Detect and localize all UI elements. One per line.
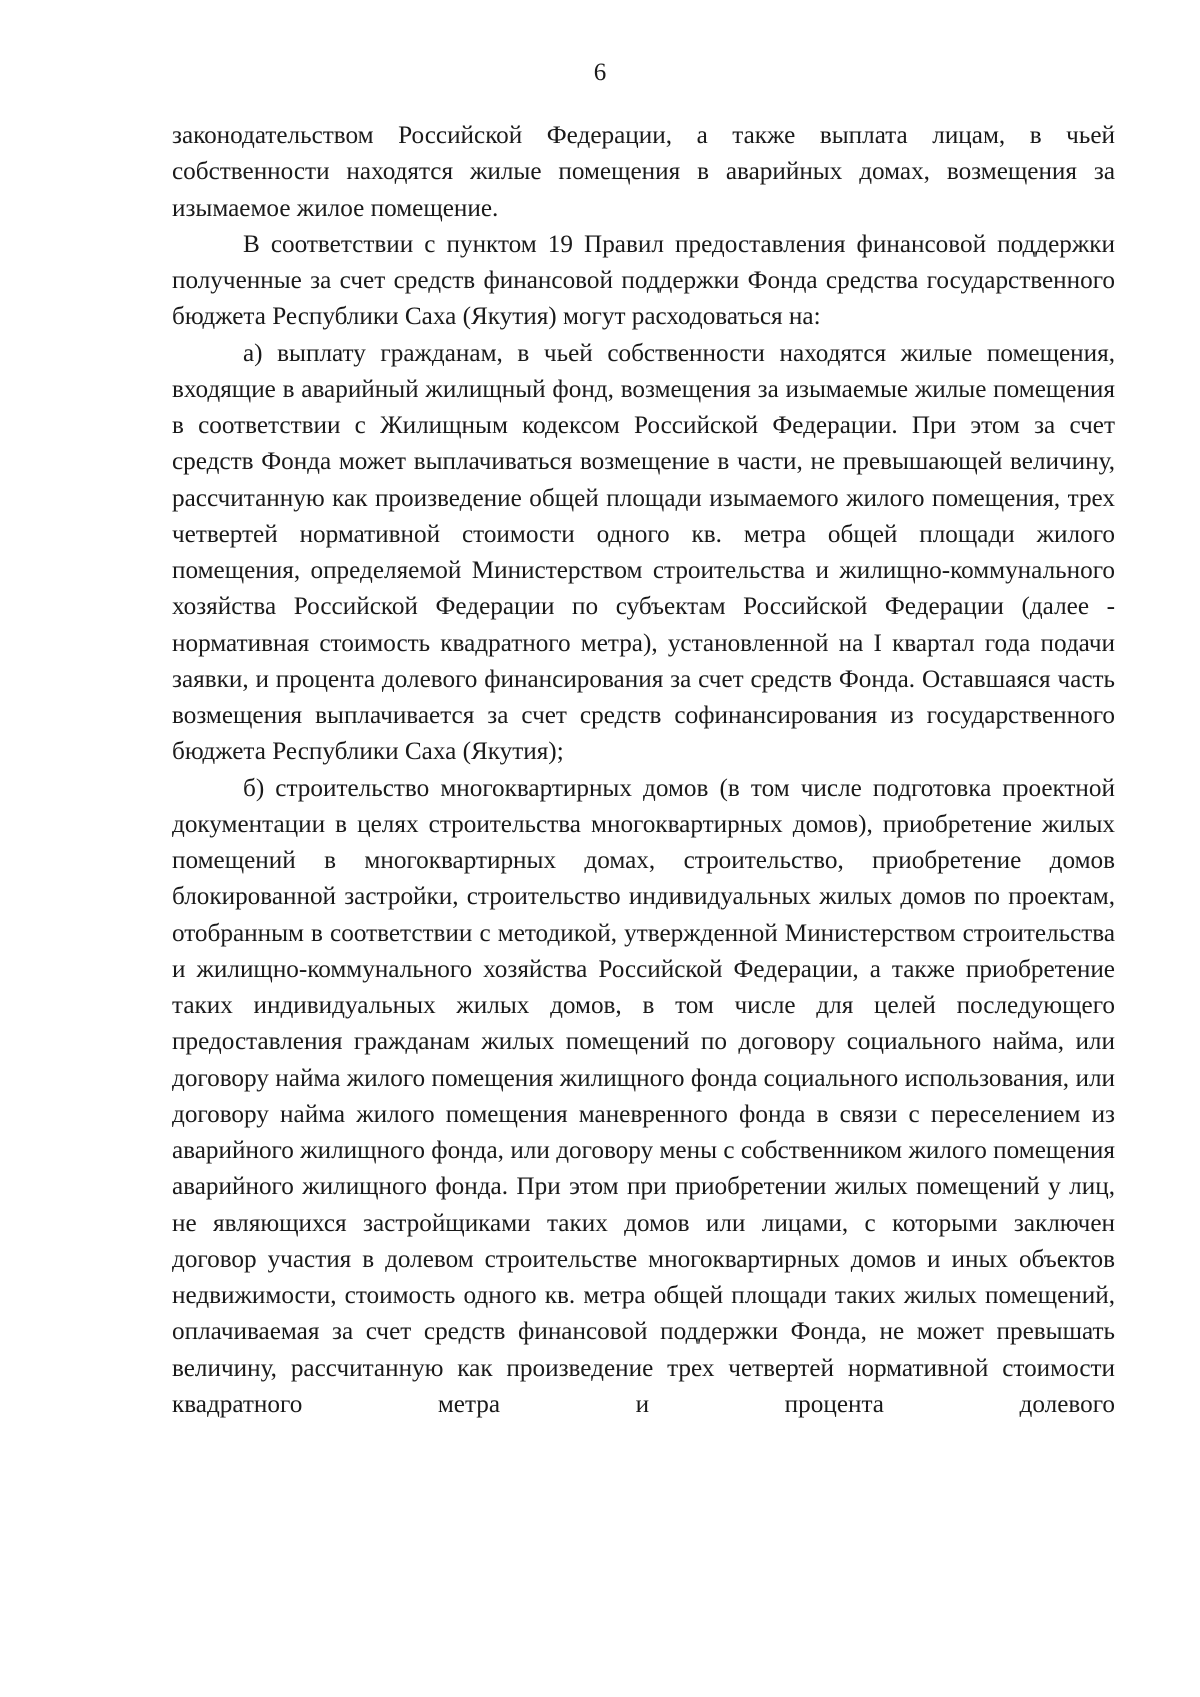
paragraph-continuation: законодательством Российской Федерации, а также выплата лицам, в чьей собственности находятся жилые помещения в аварийных домах, возмещения за изымаемое жилое помещение. bbox=[172, 122, 1115, 222]
paragraph-item-b: б) строительство многоквартирных домов (в том числе подготовка проектной документации в целях строительства многоквартирных домов), приобретение жилых помещений в многоквартирных домах, строительство, приобретение домов блокированной застройки, строительство индивидуальных жилых домов по проектам, отобранным в соответствии с методикой, утвержденной Министерством строительства и жилищно-коммунального хозяйства Российской Федерации, а также приобретение таких индивидуальных жилых домов, в том числе для целей последующего предоставления гражданам жилых помещений по договору социального найма, или договору найма жилого помещения жилищного фонда социального использования, или договору найма жилого помещения маневренного фонда в связи с переселением из аварийного жилищного фонда, или договору мены с собственником жилого помещения аварийного жилищного фонда. При этом при приобретении жилых помещений у лиц, не являющихся застройщиками таких домов или лицами, с которыми заключен договор участия в долевом строительстве многоквартирных домов и иных объектов недвижимости, стоимость одного кв. метра общей площади таких жилых помещений, оплачиваемая за счет средств финансовой поддержки Фонда, не может превышать величину, рассчитанную как произведение трех четвертей нормативной стоимости квадратного метра и процента долевого bbox=[172, 774, 1115, 1418]
paragraph-rules-clause-19: В соответствии с пунктом 19 Правил предоставления финансовой поддержки полученные за счет средств финансовой поддержки Фонда средства государственного бюджета Республики Саха (Якутия) могут расходоваться на: bbox=[172, 230, 1115, 331]
page-number: 6 bbox=[593, 59, 607, 86]
paragraph-item-a: а) выплату гражданам, в чьей собственности находятся жилые помещения, входящие в аварийный жилищный фонд, возмещения за изымаемые жилые помещения в соответствии с Жилищным кодексом Российской Федерации. При этом за счет средств Фонда может выплачиваться возмещение в части, не превышающей величину, рассчитанную как произведение общей площади изымаемого жилого помещения, трех четвертей нормативной стоимости одного кв. метра общей площади жилого помещения, определяемой Министерством строительства и жилищно-коммунального хозяйства Российской Федерации по субъектам Российской Федерации (далее - нормативная стоимость квадратного метра), установленной на I квартал года подачи заявки, и процента долевого финансирования за счет средств Фонда. Оставшаяся часть возмещения выплачивается за счет средств софинансирования из государственного бюджета Республики Саха (Якутия); bbox=[172, 339, 1115, 766]
document-body bbox=[172, 118, 1115, 1423]
